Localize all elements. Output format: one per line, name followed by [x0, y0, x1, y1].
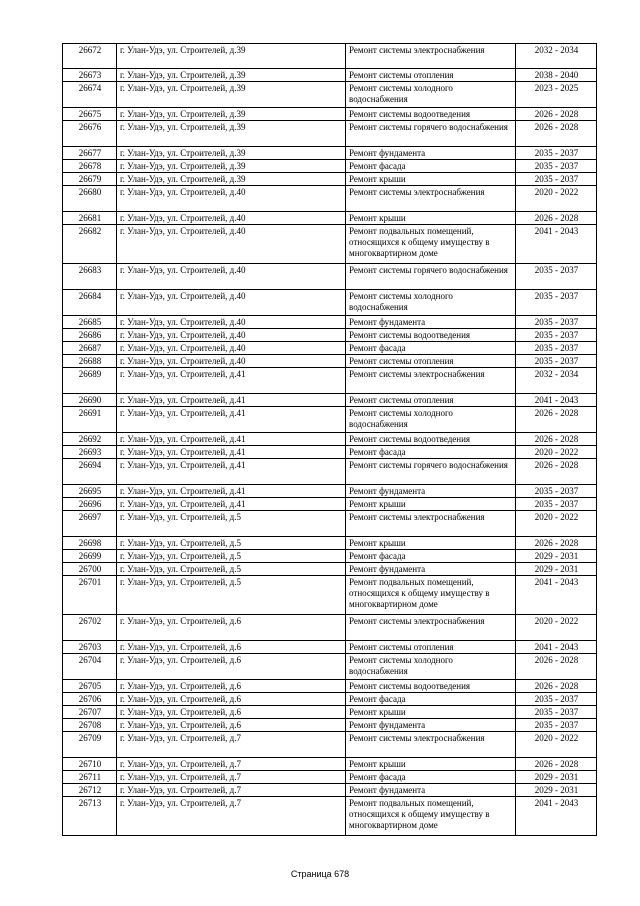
row-number: 26703 — [63, 641, 117, 654]
table-row — [63, 537, 597, 550]
works-table-body — [63, 44, 597, 836]
row-address: г. Улан-Удэ, ул. Строителей, д.7 — [117, 771, 346, 784]
row-address: г. Улан-Удэ, ул. Строителей, д.6 — [117, 719, 346, 732]
row-number: 26682 — [63, 225, 117, 264]
table-row — [63, 368, 597, 394]
row-number: 26684 — [63, 290, 117, 316]
row-address: г. Улан-Удэ, ул. Строителей, д.7 — [117, 732, 346, 758]
row-period: 2029 - 2031 — [516, 784, 597, 797]
row-number: 26711 — [63, 771, 117, 784]
row-work-type: Ремонт системы водоотведения — [346, 680, 516, 693]
row-address: г. Улан-Удэ, ул. Строителей, д.41 — [117, 368, 346, 394]
row-number: 26696 — [63, 498, 117, 511]
row-work-type: Ремонт крыши — [346, 537, 516, 550]
table-row — [63, 615, 597, 641]
row-address: г. Улан-Удэ, ул. Строителей, д.6 — [117, 654, 346, 680]
row-address: г. Улан-Удэ, ул. Строителей, д.7 — [117, 784, 346, 797]
row-work-type: Ремонт фундамента — [346, 147, 516, 160]
row-address: г. Улан-Удэ, ул. Строителей, д.40 — [117, 342, 346, 355]
row-work-type: Ремонт системы электроснабжения — [346, 368, 516, 394]
row-number: 26685 — [63, 316, 117, 329]
row-number: 26707 — [63, 706, 117, 719]
row-number: 26699 — [63, 550, 117, 563]
row-number: 26702 — [63, 615, 117, 641]
table-row — [63, 771, 597, 784]
table-row — [63, 446, 597, 459]
row-number: 26674 — [63, 82, 117, 108]
row-work-type: Ремонт системы холодного водоснабжения — [346, 654, 516, 680]
row-work-type: Ремонт фасада — [346, 160, 516, 173]
row-address: г. Улан-Удэ, ул. Строителей, д.7 — [117, 758, 346, 771]
table-row — [63, 784, 597, 797]
row-address: г. Улан-Удэ, ул. Строителей, д.39 — [117, 147, 346, 160]
row-period: 2035 - 2037 — [516, 290, 597, 316]
table-row — [63, 69, 597, 82]
row-work-type: Ремонт системы холодного водоснабжения — [346, 290, 516, 316]
table-row — [63, 316, 597, 329]
row-address: г. Улан-Удэ, ул. Строителей, д.6 — [117, 641, 346, 654]
row-number: 26676 — [63, 121, 117, 147]
row-address: г. Улан-Удэ, ул. Строителей, д.39 — [117, 108, 346, 121]
row-period: 2035 - 2037 — [516, 706, 597, 719]
row-period: 2026 - 2028 — [516, 433, 597, 446]
row-address: г. Улан-Удэ, ул. Строителей, д.39 — [117, 44, 346, 69]
row-period: 2026 - 2028 — [516, 537, 597, 550]
page-number: Страница 678 — [290, 869, 350, 879]
row-number: 26689 — [63, 368, 117, 394]
row-address: г. Улан-Удэ, ул. Строителей, д.5 — [117, 537, 346, 550]
table-row — [63, 680, 597, 693]
table-row — [63, 719, 597, 732]
row-work-type: Ремонт системы электроснабжения — [346, 186, 516, 212]
row-address: г. Улан-Удэ, ул. Строителей, д.40 — [117, 316, 346, 329]
row-number: 26710 — [63, 758, 117, 771]
table-row — [63, 485, 597, 498]
row-work-type: Ремонт крыши — [346, 706, 516, 719]
row-period: 2020 - 2022 — [516, 615, 597, 641]
table-row — [63, 563, 597, 576]
row-address: г. Улан-Удэ, ул. Строителей, д.6 — [117, 615, 346, 641]
row-period: 2026 - 2028 — [516, 758, 597, 771]
row-number: 26673 — [63, 69, 117, 82]
row-address: г. Улан-Удэ, ул. Строителей, д.5 — [117, 576, 346, 615]
row-address: г. Улан-Удэ, ул. Строителей, д.40 — [117, 355, 346, 368]
row-address: г. Улан-Удэ, ул. Строителей, д.39 — [117, 69, 346, 82]
row-period: 2041 - 2043 — [516, 394, 597, 407]
row-address: г. Улан-Удэ, ул. Строителей, д.40 — [117, 225, 346, 264]
table-row — [63, 342, 597, 355]
row-address: г. Улан-Удэ, ул. Строителей, д.39 — [117, 121, 346, 147]
row-number: 26678 — [63, 160, 117, 173]
table-row — [63, 212, 597, 225]
row-period: 2035 - 2037 — [516, 329, 597, 342]
table-row — [63, 355, 597, 368]
row-address: г. Улан-Удэ, ул. Строителей, д.5 — [117, 511, 346, 537]
table-row — [63, 44, 597, 69]
row-period: 2041 - 2043 — [516, 797, 597, 836]
row-address: г. Улан-Удэ, ул. Строителей, д.40 — [117, 264, 346, 290]
table-row — [63, 290, 597, 316]
row-address: г. Улан-Удэ, ул. Строителей, д.40 — [117, 212, 346, 225]
row-number: 26694 — [63, 459, 117, 485]
row-work-type: Ремонт крыши — [346, 758, 516, 771]
row-period: 2020 - 2022 — [516, 186, 597, 212]
row-address: г. Улан-Удэ, ул. Строителей, д.39 — [117, 173, 346, 186]
row-address: г. Улан-Удэ, ул. Строителей, д.5 — [117, 563, 346, 576]
row-period: 2035 - 2037 — [516, 355, 597, 368]
row-work-type: Ремонт системы горячего водоснабжения — [346, 121, 516, 147]
table-row — [63, 758, 597, 771]
row-work-type: Ремонт системы отопления — [346, 355, 516, 368]
row-number: 26697 — [63, 511, 117, 537]
row-address: г. Улан-Удэ, ул. Строителей, д.39 — [117, 82, 346, 108]
row-work-type: Ремонт крыши — [346, 498, 516, 511]
table-row — [63, 797, 597, 836]
table-row — [63, 108, 597, 121]
row-work-type: Ремонт системы электроснабжения — [346, 44, 516, 69]
row-work-type: Ремонт системы водоотведения — [346, 433, 516, 446]
row-address: г. Улан-Удэ, ул. Строителей, д.41 — [117, 407, 346, 433]
table-row — [63, 147, 597, 160]
row-address: г. Улан-Удэ, ул. Строителей, д.41 — [117, 498, 346, 511]
table-row — [63, 407, 597, 433]
row-number: 26693 — [63, 446, 117, 459]
row-number: 26692 — [63, 433, 117, 446]
row-period: 2026 - 2028 — [516, 654, 597, 680]
row-number: 26688 — [63, 355, 117, 368]
row-address: г. Улан-Удэ, ул. Строителей, д.7 — [117, 797, 346, 836]
table-row — [63, 693, 597, 706]
row-address: г. Улан-Удэ, ул. Строителей, д.6 — [117, 680, 346, 693]
works-table — [62, 43, 597, 836]
row-period: 2029 - 2031 — [516, 771, 597, 784]
row-period: 2041 - 2043 — [516, 641, 597, 654]
row-number: 26708 — [63, 719, 117, 732]
row-period: 2020 - 2022 — [516, 446, 597, 459]
table-row — [63, 225, 597, 264]
row-period: 2026 - 2028 — [516, 407, 597, 433]
row-work-type: Ремонт системы электроснабжения — [346, 511, 516, 537]
row-period: 2026 - 2028 — [516, 108, 597, 121]
row-period: 2029 - 2031 — [516, 563, 597, 576]
row-period: 2032 - 2034 — [516, 44, 597, 69]
row-address: г. Улан-Удэ, ул. Строителей, д.40 — [117, 186, 346, 212]
row-period: 2035 - 2037 — [516, 160, 597, 173]
row-number: 26701 — [63, 576, 117, 615]
row-work-type: Ремонт фасада — [346, 342, 516, 355]
table-row — [63, 329, 597, 342]
row-work-type: Ремонт фундамента — [346, 784, 516, 797]
row-period: 2026 - 2028 — [516, 680, 597, 693]
row-period: 2035 - 2037 — [516, 498, 597, 511]
row-work-type: Ремонт системы холодного водоснабжения — [346, 82, 516, 108]
row-work-type: Ремонт фасада — [346, 693, 516, 706]
row-address: г. Улан-Удэ, ул. Строителей, д.41 — [117, 433, 346, 446]
row-work-type: Ремонт подвальных помещений, относящихся к общему имуществу в многоквартирном доме — [346, 797, 516, 836]
row-period: 2026 - 2028 — [516, 212, 597, 225]
row-number: 26705 — [63, 680, 117, 693]
table-row — [63, 706, 597, 719]
table-row — [63, 82, 597, 108]
row-number: 26679 — [63, 173, 117, 186]
row-number: 26691 — [63, 407, 117, 433]
table-row — [63, 459, 597, 485]
row-period: 2041 - 2043 — [516, 225, 597, 264]
row-work-type: Ремонт системы холодного водоснабжения — [346, 407, 516, 433]
row-number: 26712 — [63, 784, 117, 797]
row-work-type: Ремонт системы отопления — [346, 394, 516, 407]
row-work-type: Ремонт крыши — [346, 212, 516, 225]
row-period: 2035 - 2037 — [516, 342, 597, 355]
table-row — [63, 576, 597, 615]
row-number: 26695 — [63, 485, 117, 498]
row-work-type: Ремонт подвальных помещений, относящихся к общему имуществу в многоквартирном доме — [346, 225, 516, 264]
row-period: 2032 - 2034 — [516, 368, 597, 394]
row-work-type: Ремонт фундамента — [346, 563, 516, 576]
row-work-type: Ремонт системы горячего водоснабжения — [346, 264, 516, 290]
row-number: 26698 — [63, 537, 117, 550]
row-period: 2035 - 2037 — [516, 173, 597, 186]
row-work-type: Ремонт системы водоотведения — [346, 108, 516, 121]
row-address: г. Улан-Удэ, ул. Строителей, д.39 — [117, 160, 346, 173]
row-period: 2020 - 2022 — [516, 511, 597, 537]
row-period: 2041 - 2043 — [516, 576, 597, 615]
row-period: 2020 - 2022 — [516, 732, 597, 758]
row-number: 26686 — [63, 329, 117, 342]
row-address: г. Улан-Удэ, ул. Строителей, д.41 — [117, 394, 346, 407]
row-address: г. Улан-Удэ, ул. Строителей, д.41 — [117, 459, 346, 485]
row-number: 26675 — [63, 108, 117, 121]
row-number: 26690 — [63, 394, 117, 407]
table-row — [63, 511, 597, 537]
table-row — [63, 186, 597, 212]
table-row — [63, 121, 597, 147]
table-row — [63, 394, 597, 407]
row-number: 26704 — [63, 654, 117, 680]
row-period: 2035 - 2037 — [516, 485, 597, 498]
row-work-type: Ремонт фасада — [346, 550, 516, 563]
table-row — [63, 160, 597, 173]
row-work-type: Ремонт системы отопления — [346, 69, 516, 82]
row-number: 26680 — [63, 186, 117, 212]
row-work-type: Ремонт системы горячего водоснабжения — [346, 459, 516, 485]
row-work-type: Ремонт фундамента — [346, 719, 516, 732]
row-address: г. Улан-Удэ, ул. Строителей, д.6 — [117, 706, 346, 719]
row-work-type: Ремонт фундамента — [346, 316, 516, 329]
row-address: г. Улан-Удэ, ул. Строителей, д.5 — [117, 550, 346, 563]
row-work-type: Ремонт крыши — [346, 173, 516, 186]
row-work-type: Ремонт подвальных помещений, относящихся к общему имуществу в многоквартирном доме — [346, 576, 516, 615]
row-work-type: Ремонт системы электроснабжения — [346, 732, 516, 758]
row-address: г. Улан-Удэ, ул. Строителей, д.40 — [117, 329, 346, 342]
table-row — [63, 550, 597, 563]
row-period: 2035 - 2037 — [516, 693, 597, 706]
row-period: 2023 - 2025 — [516, 82, 597, 108]
row-number: 26687 — [63, 342, 117, 355]
row-period: 2035 - 2037 — [516, 316, 597, 329]
table-row — [63, 264, 597, 290]
table-row — [63, 732, 597, 758]
row-number: 26683 — [63, 264, 117, 290]
row-work-type: Ремонт фасада — [346, 446, 516, 459]
row-period: 2038 - 2040 — [516, 69, 597, 82]
row-number: 26672 — [63, 44, 117, 69]
table-row — [63, 173, 597, 186]
row-work-type: Ремонт системы электроснабжения — [346, 615, 516, 641]
row-number: 26713 — [63, 797, 117, 836]
row-number: 26700 — [63, 563, 117, 576]
row-period: 2029 - 2031 — [516, 550, 597, 563]
row-work-type: Ремонт системы отопления — [346, 641, 516, 654]
row-period: 2026 - 2028 — [516, 459, 597, 485]
row-work-type: Ремонт фасада — [346, 771, 516, 784]
table-row — [63, 433, 597, 446]
row-number: 26677 — [63, 147, 117, 160]
row-address: г. Улан-Удэ, ул. Строителей, д.6 — [117, 693, 346, 706]
row-address: г. Улан-Удэ, ул. Строителей, д.41 — [117, 485, 346, 498]
row-period: 2026 - 2028 — [516, 121, 597, 147]
row-period: 2035 - 2037 — [516, 719, 597, 732]
row-number: 26709 — [63, 732, 117, 758]
row-address: г. Улан-Удэ, ул. Строителей, д.41 — [117, 446, 346, 459]
row-period: 2035 - 2037 — [516, 264, 597, 290]
table-row — [63, 641, 597, 654]
row-number: 26706 — [63, 693, 117, 706]
row-period: 2035 - 2037 — [516, 147, 597, 160]
row-number: 26681 — [63, 212, 117, 225]
table-row — [63, 498, 597, 511]
row-work-type: Ремонт системы водоотведения — [346, 329, 516, 342]
row-work-type: Ремонт фундамента — [346, 485, 516, 498]
row-address: г. Улан-Удэ, ул. Строителей, д.40 — [117, 290, 346, 316]
table-row — [63, 654, 597, 680]
